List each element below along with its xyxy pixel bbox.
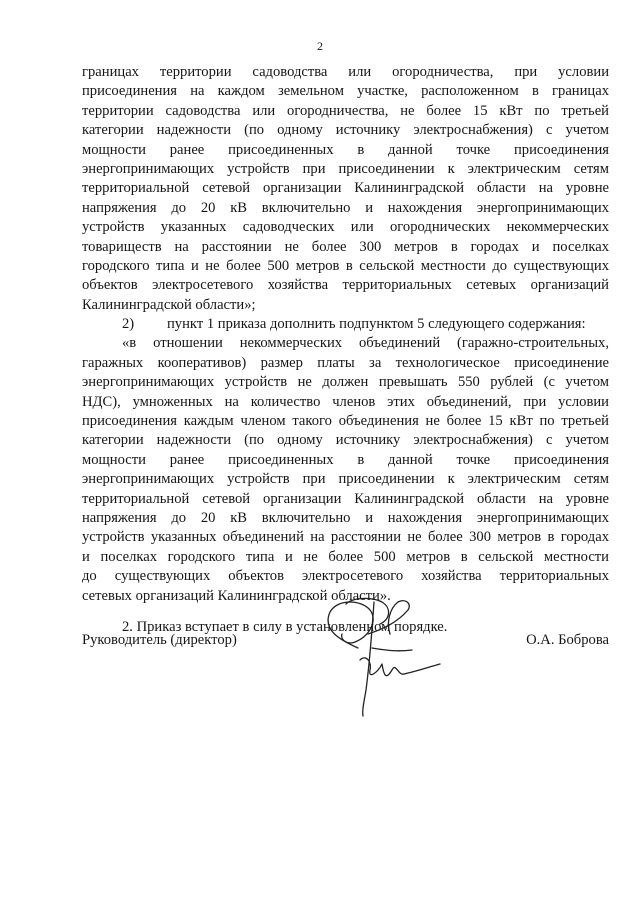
text-line: территориальной сетевой организации Калининградской области на уровне <box>82 490 609 507</box>
text-line: городского типа и не более 500 метров в сельской местности до существующих <box>82 257 609 274</box>
final-paragraph: 2. Приказ вступает в силу в установленном порядке. <box>122 618 448 635</box>
handwritten-signature <box>300 590 450 720</box>
paragraph-continuation <box>82 63 609 315</box>
text-line: мощности ранее присоединенных в данной точке присоединения <box>82 141 609 158</box>
text-line: мощности ранее присоединенных в данной точке присоединения <box>82 451 609 468</box>
text-line: напряжения до 20 кВ включительно и нахождения энергопринимающих <box>82 509 609 526</box>
text-line: объектов электросетевого хозяйства территориальных сетевых организаций <box>82 277 609 294</box>
text-line: границах территории садоводства или огородничества, при условии <box>82 64 609 80</box>
quoted-subparagraph <box>82 334 609 605</box>
text-line: категории надежности (по одному источнику электроснабжения) с учетом <box>82 432 609 449</box>
text-line: Калининградской области»; <box>82 296 256 313</box>
list-item-number: 2) <box>122 316 135 333</box>
list-item-2 <box>82 315 609 334</box>
text-line: и поселках городского типа и не более 500 метров в сельской местности <box>82 548 609 565</box>
signer-name: О.А. Боброва <box>526 632 609 648</box>
text-line: энергопринимающих устройств при присоединении к электрическим сетям <box>82 160 609 177</box>
text-line: НДС), умноженных на количество членов этих объединений, при условии <box>82 393 609 410</box>
text-line: территориальной сетевой организации Калининградской области на уровне <box>82 180 609 197</box>
text-line: присоединения на каждом земельном участке, расположенном в границах <box>82 83 609 100</box>
document-body <box>82 63 609 637</box>
text-line: устройств указанных садоводческих или огороднических некоммерческих <box>82 219 609 236</box>
text-line: напряжения до 20 кВ включительно и нахождения энергопринимающих <box>82 199 609 216</box>
text-line: до существующих объектов электросетевого хозяйства территориальных <box>82 568 609 585</box>
text-line: территории садоводства или огородничества, не более 15 кВт по третьей <box>82 102 609 119</box>
text-line: энергопринимающих устройств не должен превышать 550 рублей (с учетом <box>82 374 609 391</box>
text-line: присоединения каждым членом такого объединения не более 15 кВт по третьей <box>82 413 609 430</box>
text-line: товариществ на расстоянии не более 300 метров в городах и поселках <box>82 238 609 255</box>
text-line: гаражных кооперативов) размер платы за технологическое присоединение <box>82 354 609 371</box>
signer-title: Руководитель (директор) <box>82 632 237 648</box>
list-item-text: пункт 1 приказа дополнить подпунктом 5 следующего содержания: <box>167 316 586 333</box>
text-line: устройств указанных объединений на расстоянии не более 300 метров в городах <box>82 529 609 546</box>
text-line: «в отношении некоммерческих объединений (гаражно-строительных, <box>122 335 609 352</box>
text-line: категории надежности (по одному источнику электроснабжения) с учетом <box>82 122 609 139</box>
text-line: энергопринимающих устройств при присоединении к электрическим сетям <box>82 471 609 488</box>
text-line: сетевых организаций Калининградской области». <box>82 587 391 604</box>
page-number: 2 <box>317 39 323 53</box>
